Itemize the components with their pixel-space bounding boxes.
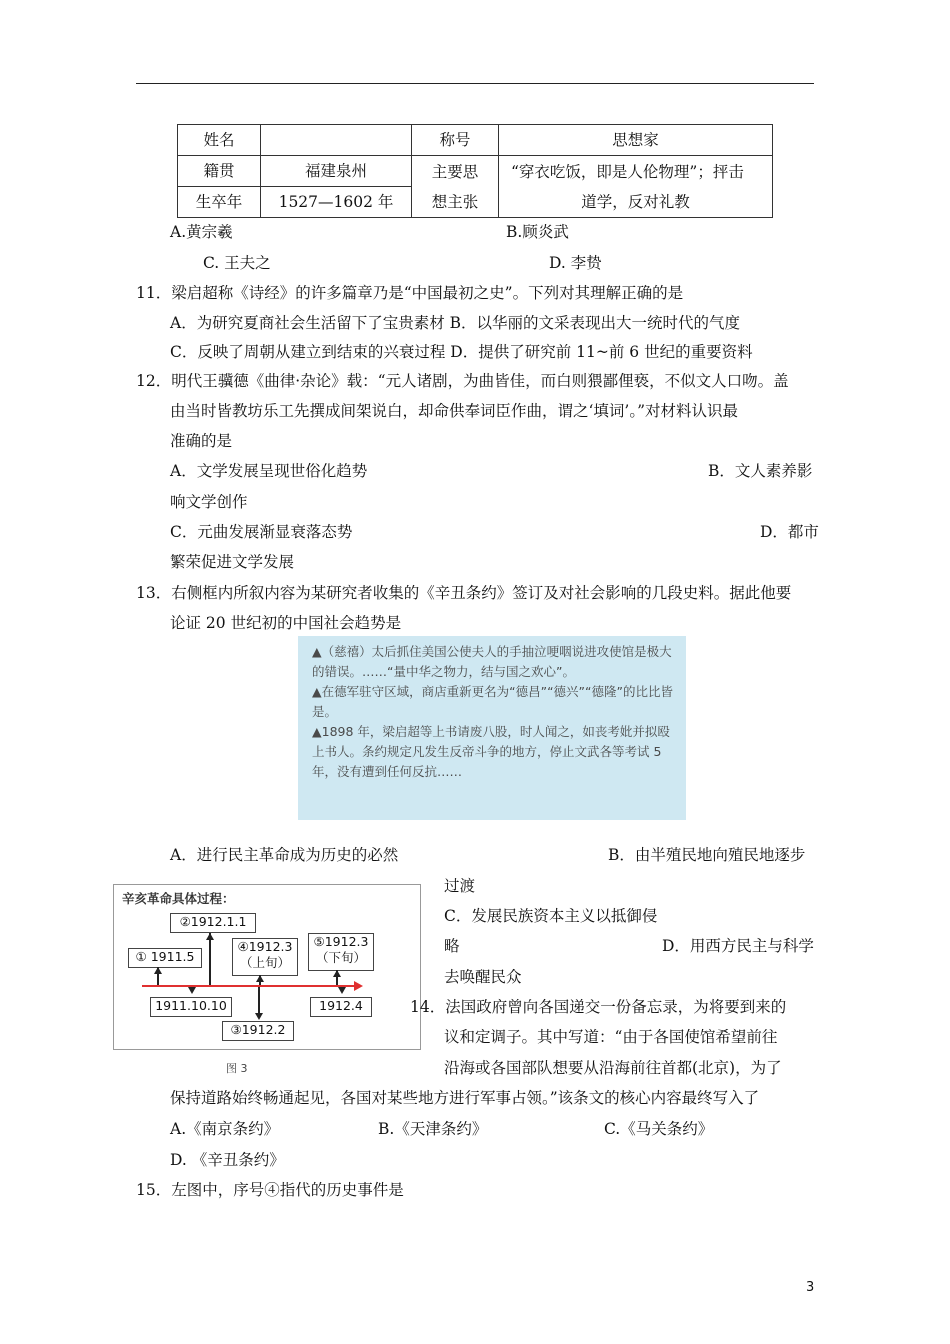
q12-option-a: A．文学发展呈现世俗化趋势: [170, 462, 368, 480]
event-box-3: ③1912.2: [222, 1021, 294, 1041]
q14-line2: 议和定调子。其中写道：“由于各国使馆希望前往: [444, 1028, 778, 1046]
thought-label-line2: 想主张: [431, 192, 479, 211]
q13-option-b: B．由半殖民地向殖民地逐步: [608, 846, 806, 864]
q14-line3: 沿海或各国部队想要从沿海前往首都(北京)，为了: [444, 1059, 782, 1077]
q13-option-c-cont: 略: [444, 937, 460, 955]
up-arrow-icon: [256, 975, 264, 982]
q13-option-a: A．进行民主革命成为历史的必然: [170, 846, 399, 864]
up-arrow-icon: [154, 967, 162, 974]
event-box-2: ②1912.1.1: [170, 913, 256, 933]
down-arrow-icon: [255, 1013, 263, 1020]
q11-options-ab: A．为研究夏商社会生活留下了宝贵素材 B．以华丽的文采表现出大一统时代的气度: [170, 314, 741, 332]
q14-line4: 保持道路始终畅通起见，各国对某些地方进行军事占领。”该条文的核心内容最终写入了: [170, 1089, 760, 1107]
source-item: ▲（慈禧）太后抓住美国公使夫人的手抽泣哽咽说进攻使馆是极大的错误。……“量中华之物力，结与国之欢心”。: [312, 644, 672, 679]
event-box-7: 1912.4: [310, 997, 372, 1017]
event-4-date: ④1912.3: [237, 939, 293, 954]
q14-option-a: A.《南京条约》: [170, 1120, 280, 1138]
q10-option-d: D. 李贽: [549, 254, 602, 272]
title-value: 思想家: [499, 125, 773, 156]
q12-line3: 准确的是: [170, 432, 233, 450]
event-box-5: [308, 933, 374, 971]
q11-stem: 11．梁启超称《诗经》的许多篇章乃是“中国最初之史”。下列对其理解正确的是: [136, 284, 684, 302]
revolution-timeline-figure: [113, 884, 421, 1050]
historical-sources-box: [298, 636, 686, 820]
down-arrow-icon: [338, 987, 346, 994]
event-5-date: ⑤1912.3: [313, 934, 369, 949]
person-info-table: [177, 124, 773, 218]
origin-label: 籍贯: [178, 156, 261, 187]
q10-option-a: A.黄宗羲: [170, 223, 233, 241]
q11-options-cd: C．反映了周朝从建立到结束的兴衰过程 D．提供了研究前 11~前 6 世纪的重要资料: [170, 343, 753, 361]
q10-option-b: B.顾炎武: [506, 223, 569, 241]
life-value: 1527—1602 年: [261, 187, 412, 218]
q14-option-d: D. 《辛丑条约》: [170, 1151, 285, 1169]
thought-value-line2: 道学，反对礼教: [581, 192, 690, 211]
connector-line: [209, 933, 211, 985]
q12-option-d: D．都市: [760, 523, 819, 541]
event-box-4: [232, 938, 298, 976]
source-item: ▲1898 年，梁启超等上书请废八股，时人闻之，如丧考妣并拟殴上书人。条约规定凡发生反帝斗争的地方，停止文武各等考试 5 年，没有遭到任何反抗……: [312, 724, 670, 779]
q12-option-b-cont: 响文学创作: [170, 493, 248, 511]
q13-option-c: C．发展民族资本主义以抵御侵: [444, 907, 658, 925]
q12-option-b: B．文人素养影: [708, 462, 813, 480]
life-label: 生卒年: [178, 187, 261, 218]
q13-option-b-cont: 过渡: [444, 877, 476, 895]
event-box-1: ① 1911.5: [128, 948, 202, 968]
thought-label-line1: 主要思: [431, 162, 479, 181]
thought-value-line1: “穿衣吃饭，即是人伦物理”；抨击: [511, 162, 744, 181]
title-label: 称号: [412, 125, 499, 156]
down-arrow-icon: [188, 987, 196, 994]
timeline-axis: [142, 985, 356, 987]
event-5-note: （下旬）: [315, 950, 366, 965]
q12-option-d-cont: 繁荣促进文学发展: [170, 553, 295, 571]
thought-value: [499, 156, 773, 218]
header-rule: [136, 83, 814, 84]
figure-caption: 图 3: [226, 1062, 248, 1075]
q10-option-c: C. 王夫之: [203, 254, 271, 272]
q14-option-b: B.《天津条约》: [378, 1120, 488, 1138]
connector-line: [258, 987, 260, 1015]
figure-title: 辛亥革命具体过程：: [122, 891, 235, 906]
q13-option-d-cont: 去唤醒民众: [444, 968, 522, 986]
q15-stem: 15．左图中，序号④指代的历史事件是: [136, 1181, 404, 1199]
q14-line1: 14．法国政府曾向各国递交一份备忘录，为将要到来的: [410, 998, 787, 1016]
q14-option-c: C.《马关条约》: [604, 1120, 714, 1138]
up-arrow-icon: [206, 933, 214, 940]
timeline-arrowhead: [354, 981, 363, 991]
q13-line2: 论证 20 世纪初的中国社会趋势是: [170, 614, 402, 632]
event-box-6: 1911.10.10: [150, 997, 232, 1017]
thought-label: [412, 156, 499, 218]
up-arrow-icon: [333, 970, 341, 977]
q12-line2: 由当时皆教坊乐工先撰成间架说白，却命供奉词臣作曲，谓之‘填词’。”对材料认识最: [170, 402, 739, 420]
name-label: 姓名: [178, 125, 261, 156]
q13-option-d: D．用西方民主与科学: [662, 937, 814, 955]
q13-line1: 13．右侧框内所叙内容为某研究者收集的《辛丑条约》签订及对社会影响的几段史料。据此他要: [136, 584, 792, 602]
q12-option-c: C．元曲发展渐显衰落态势: [170, 523, 353, 541]
origin-value: 福建泉州: [261, 156, 412, 187]
source-item: ▲在德军驻守区域，商店重新更名为“德昌”“德兴”“德隆”的比比皆是。: [312, 684, 673, 719]
event-4-note: （上旬）: [239, 955, 290, 970]
q12-line1: 12．明代王骥德《曲律·杂论》载：“元人诸剧，为曲皆佳，而白则猥鄙俚亵，不似文人口吻。盖: [136, 372, 789, 390]
name-value: [261, 125, 412, 156]
page-number: 3: [806, 1280, 815, 1295]
